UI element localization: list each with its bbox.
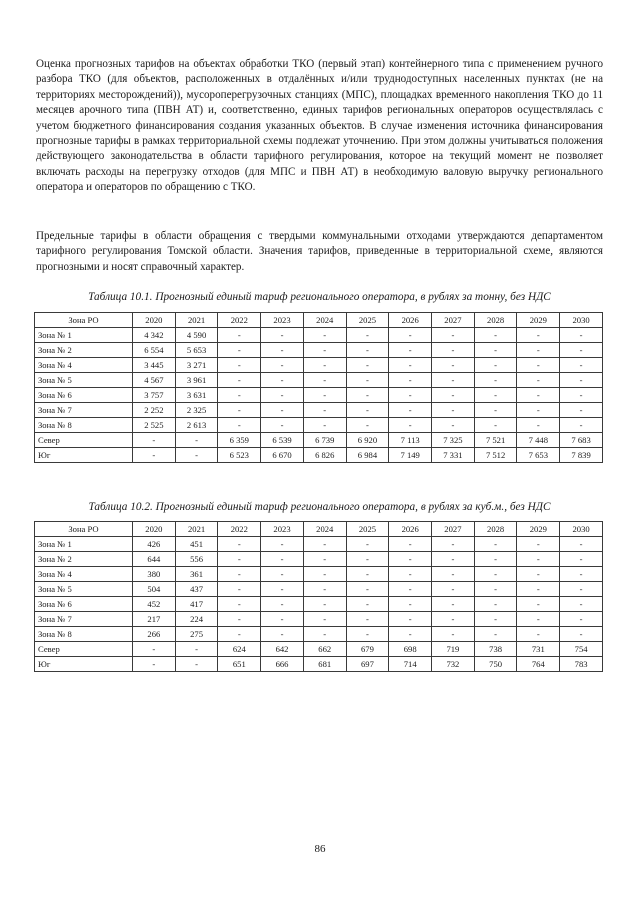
tariff-value-cell: -	[218, 627, 261, 642]
tariff-value-cell: 7 512	[474, 448, 517, 463]
tariff-value-cell: -	[517, 582, 560, 597]
zone-name-cell: Юг	[35, 448, 133, 463]
column-header-year: 2028	[474, 313, 517, 328]
tariff-value-cell: -	[218, 612, 261, 627]
tariff-value-cell: -	[432, 582, 475, 597]
tariff-value-cell: 697	[346, 657, 389, 672]
zone-name-cell: Север	[35, 642, 133, 657]
tariff-value-cell: -	[218, 328, 261, 343]
tariff-value-cell: 380	[133, 567, 176, 582]
tariff-value-cell: -	[261, 582, 304, 597]
tariff-value-cell: 437	[175, 582, 218, 597]
tariff-value-cell: -	[517, 328, 560, 343]
column-header-year: 2026	[389, 522, 432, 537]
tariff-per-cubic-meter-table	[34, 521, 603, 672]
table-row	[35, 388, 603, 403]
tariff-value-cell: -	[261, 612, 304, 627]
tariff-per-ton-table	[34, 312, 603, 463]
tariff-value-cell: 732	[432, 657, 475, 672]
tariff-value-cell: -	[432, 612, 475, 627]
zone-name-cell: Зона № 8	[35, 627, 133, 642]
column-header-year: 2024	[303, 522, 346, 537]
tariff-value-cell: 452	[133, 597, 176, 612]
tariff-value-cell: -	[218, 552, 261, 567]
tariff-value-cell: -	[303, 537, 346, 552]
column-header-year: 2020	[133, 522, 176, 537]
tariff-value-cell: 426	[133, 537, 176, 552]
table-row	[35, 582, 603, 597]
tariff-value-cell: -	[261, 403, 304, 418]
tariff-value-cell: -	[560, 328, 603, 343]
tariff-value-cell: -	[474, 612, 517, 627]
tariff-value-cell: -	[303, 403, 346, 418]
tariff-value-cell: -	[432, 358, 475, 373]
tariff-value-cell: -	[261, 567, 304, 582]
column-header-year: 2029	[517, 522, 560, 537]
tariff-value-cell: -	[474, 358, 517, 373]
zone-name-cell: Зона № 8	[35, 418, 133, 433]
zone-name-cell: Зона № 7	[35, 612, 133, 627]
tariff-value-cell: 6 554	[133, 343, 176, 358]
tariff-value-cell: 624	[218, 642, 261, 657]
tariff-value-cell: -	[517, 597, 560, 612]
tariff-value-cell: -	[432, 627, 475, 642]
zone-name-cell: Юг	[35, 657, 133, 672]
tariff-value-cell: -	[560, 567, 603, 582]
tariff-value-cell: -	[560, 552, 603, 567]
tariff-value-cell: -	[218, 567, 261, 582]
tariff-value-cell: -	[389, 537, 432, 552]
table-caption: Таблица 10.1. Прогнозный единый тариф регионального оператора, в рублях за тонну, без НДС	[88, 291, 551, 303]
tariff-value-cell: 738	[474, 642, 517, 657]
tariff-value-cell: -	[517, 373, 560, 388]
tariff-value-cell: -	[175, 642, 218, 657]
tariff-value-cell: -	[560, 418, 603, 433]
tariff-value-cell: -	[389, 552, 432, 567]
tariff-value-cell: 4 342	[133, 328, 176, 343]
tariff-value-cell: 7 521	[474, 433, 517, 448]
tariff-value-cell: -	[474, 373, 517, 388]
tariff-value-cell: 644	[133, 552, 176, 567]
tariff-value-cell: -	[133, 448, 176, 463]
tariff-value-cell: -	[303, 552, 346, 567]
tariff-value-cell: 275	[175, 627, 218, 642]
tariff-value-cell: -	[303, 388, 346, 403]
tariff-value-cell: -	[346, 537, 389, 552]
column-header-year: 2025	[346, 313, 389, 328]
table-row	[35, 328, 603, 343]
table-row	[35, 642, 603, 657]
tariff-value-cell: -	[517, 552, 560, 567]
tariff-value-cell: -	[432, 388, 475, 403]
tariff-value-cell: 7 149	[389, 448, 432, 463]
tariff-value-cell: -	[346, 597, 389, 612]
tariff-value-cell: -	[261, 358, 304, 373]
paragraph-tariff-limits: Предельные тарифы в области обращения с твердыми коммунальными отходами утверждаются департаментом тарифного регулирования Томской области. Значения тарифов, приведенные в территориальной схеме, являются прогнозными и носят справочный характер.	[36, 230, 603, 273]
tariff-value-cell: 7 331	[432, 448, 475, 463]
column-header-year: 2028	[474, 522, 517, 537]
tariff-value-cell: 7 839	[560, 448, 603, 463]
tariff-value-cell: 2 252	[133, 403, 176, 418]
column-header-year: 2024	[303, 313, 346, 328]
zone-name-cell: Зона № 2	[35, 552, 133, 567]
tariff-value-cell: 681	[303, 657, 346, 672]
tariff-value-cell: 3 961	[175, 373, 218, 388]
tariff-value-cell: 6 539	[261, 433, 304, 448]
table-row	[35, 627, 603, 642]
tariff-value-cell: -	[517, 612, 560, 627]
tariff-value-cell: -	[346, 418, 389, 433]
tariff-value-cell: -	[474, 552, 517, 567]
table-row	[35, 343, 603, 358]
zone-name-cell: Зона № 4	[35, 358, 133, 373]
tariff-value-cell: -	[389, 388, 432, 403]
zone-name-cell: Зона № 6	[35, 388, 133, 403]
tariff-value-cell: -	[218, 403, 261, 418]
tariff-value-cell: -	[560, 612, 603, 627]
tariff-value-cell: -	[432, 567, 475, 582]
table-row	[35, 567, 603, 582]
tariff-value-cell: 7 683	[560, 433, 603, 448]
tariff-value-cell: -	[175, 433, 218, 448]
tariff-value-cell: 3 445	[133, 358, 176, 373]
table-row	[35, 373, 603, 388]
tariff-value-cell: 6 826	[303, 448, 346, 463]
column-header-year: 2020	[133, 313, 176, 328]
zone-name-cell: Зона № 5	[35, 373, 133, 388]
table-row	[35, 418, 603, 433]
tariff-value-cell: 3 271	[175, 358, 218, 373]
column-header-year: 2025	[346, 522, 389, 537]
tariff-value-cell: -	[346, 358, 389, 373]
tariff-value-cell: -	[389, 612, 432, 627]
tariff-value-cell: 679	[346, 642, 389, 657]
tariff-value-cell: 2 613	[175, 418, 218, 433]
tariff-value-cell: -	[517, 358, 560, 373]
tariff-value-cell: -	[560, 403, 603, 418]
tariff-value-cell: -	[560, 373, 603, 388]
tariff-value-cell: 6 523	[218, 448, 261, 463]
tariff-value-cell: -	[560, 388, 603, 403]
tariff-value-cell: -	[261, 597, 304, 612]
tariff-value-cell: -	[432, 537, 475, 552]
tariff-value-cell: 642	[261, 642, 304, 657]
tariff-value-cell: -	[303, 567, 346, 582]
tariff-value-cell: -	[261, 343, 304, 358]
tariff-value-cell: -	[432, 403, 475, 418]
tariff-value-cell: 662	[303, 642, 346, 657]
tariff-value-cell: -	[432, 373, 475, 388]
tariff-value-cell: -	[218, 373, 261, 388]
tariff-value-cell: -	[261, 418, 304, 433]
tariff-value-cell: 764	[517, 657, 560, 672]
tariff-value-cell: 4 590	[175, 328, 218, 343]
table-row	[35, 448, 603, 463]
tariff-value-cell: 417	[175, 597, 218, 612]
tariff-value-cell: 666	[261, 657, 304, 672]
table-caption: Таблица 10.2. Прогнозный единый тариф регионального оператора, в рублях за куб.м., без НДС	[88, 501, 551, 513]
tariff-value-cell: 361	[175, 567, 218, 582]
tariff-value-cell: -	[218, 597, 261, 612]
table-row	[35, 537, 603, 552]
tariff-value-cell: -	[389, 343, 432, 358]
tariff-value-cell: 7 448	[517, 433, 560, 448]
zone-name-cell: Зона № 4	[35, 567, 133, 582]
tariff-value-cell: -	[346, 567, 389, 582]
column-header-year: 2023	[261, 313, 304, 328]
column-header-year: 2030	[560, 522, 603, 537]
zone-name-cell: Зона № 2	[35, 343, 133, 358]
tariff-value-cell: -	[517, 418, 560, 433]
column-header-year: 2022	[218, 522, 261, 537]
tariff-value-cell: 3 631	[175, 388, 218, 403]
tariff-value-cell: 5 653	[175, 343, 218, 358]
tariff-value-cell: -	[261, 627, 304, 642]
tariff-value-cell: -	[432, 343, 475, 358]
tariff-value-cell: 6 920	[346, 433, 389, 448]
zone-name-cell: Зона № 6	[35, 597, 133, 612]
tariff-value-cell: -	[303, 612, 346, 627]
tariff-value-cell: -	[175, 448, 218, 463]
tariff-value-cell: 2 325	[175, 403, 218, 418]
column-header-year: 2021	[175, 522, 218, 537]
column-header-year: 2021	[175, 313, 218, 328]
tariff-value-cell: 224	[175, 612, 218, 627]
tariff-value-cell: -	[432, 328, 475, 343]
tariff-value-cell: 7 113	[389, 433, 432, 448]
tariff-value-cell: -	[346, 627, 389, 642]
column-header-zone: Зона РО	[35, 522, 133, 537]
tariff-value-cell: -	[261, 552, 304, 567]
tariff-value-cell: 6 670	[261, 448, 304, 463]
tariff-value-cell: -	[474, 418, 517, 433]
tariff-value-cell: -	[303, 373, 346, 388]
tariff-value-cell: -	[133, 433, 176, 448]
tariff-value-cell: -	[474, 388, 517, 403]
tariff-value-cell: -	[389, 627, 432, 642]
tariff-value-cell: -	[218, 358, 261, 373]
tariff-value-cell: -	[346, 582, 389, 597]
tariff-value-cell: -	[218, 582, 261, 597]
tariff-value-cell: -	[389, 373, 432, 388]
table-header-row	[35, 313, 603, 328]
tariff-value-cell: 698	[389, 642, 432, 657]
tariff-value-cell: 2 525	[133, 418, 176, 433]
tariff-value-cell: -	[133, 642, 176, 657]
tariff-value-cell: -	[560, 537, 603, 552]
tariff-value-cell: 714	[389, 657, 432, 672]
zone-name-cell: Зона № 5	[35, 582, 133, 597]
zone-name-cell: Зона № 1	[35, 328, 133, 343]
paragraph-tariff-assessment: Оценка прогнозных тарифов на объектах обработки ТКО (первый этап) контейнерного типа с применением ручного разбора ТКО (для объектов, расположенных в отдалённых и/или труднодоступных населенных пунктах (не на территориях месторождений)), мусороперегрузочных станциях (МПС), площадках временного накопления ТКО до 11 месяцев арочного типа (ПВН АТ) и, соответственно, единых тарифов региональных операторов осуществлялась с учетом бюджетного финансирования создания указанных объектов. В случае изменения источника финансирования прогнозные тарифы в рамках территориальной схемы подлежат уточнению. При этом должны учитываться положения действующего законодательства в области тарифного регулирования, которое на текущий момент не позволяет включать расходы на перегрузку отходов (для МПС и ПВН АТ) в необходимую валовую выручку регионального оператора и операторов по обращению с ТКО.	[36, 58, 603, 194]
tariff-value-cell: -	[517, 567, 560, 582]
tariff-value-cell: -	[261, 373, 304, 388]
column-header-year: 2029	[517, 313, 560, 328]
tariff-value-cell: -	[560, 582, 603, 597]
tariff-value-cell: -	[517, 537, 560, 552]
tariff-value-cell: 651	[218, 657, 261, 672]
tariff-value-cell: -	[560, 358, 603, 373]
column-header-year: 2030	[560, 313, 603, 328]
tariff-value-cell: -	[303, 358, 346, 373]
tariff-value-cell: -	[261, 388, 304, 403]
tariff-value-cell: 6 984	[346, 448, 389, 463]
tariff-value-cell: 556	[175, 552, 218, 567]
tariff-value-cell: -	[560, 343, 603, 358]
tariff-value-cell: -	[389, 582, 432, 597]
tariff-value-cell: -	[474, 627, 517, 642]
tariff-value-cell: -	[389, 418, 432, 433]
tariff-value-cell: 6 359	[218, 433, 261, 448]
tariff-value-cell: -	[432, 418, 475, 433]
tariff-value-cell: 7 653	[517, 448, 560, 463]
tariff-value-cell: -	[303, 582, 346, 597]
table-header-row	[35, 522, 603, 537]
tariff-value-cell: -	[346, 403, 389, 418]
tariff-value-cell: -	[517, 388, 560, 403]
table-row	[35, 612, 603, 627]
tariff-value-cell: 4 567	[133, 373, 176, 388]
zone-name-cell: Север	[35, 433, 133, 448]
tariff-value-cell: -	[346, 328, 389, 343]
tariff-value-cell: -	[175, 657, 218, 672]
tariff-value-cell: 6 739	[303, 433, 346, 448]
table-row	[35, 433, 603, 448]
tariff-value-cell: -	[303, 597, 346, 612]
tariff-value-cell: 754	[560, 642, 603, 657]
tariff-value-cell: -	[346, 388, 389, 403]
tariff-value-cell: -	[218, 343, 261, 358]
tariff-value-cell: 719	[432, 642, 475, 657]
column-header-year: 2026	[389, 313, 432, 328]
tariff-value-cell: 451	[175, 537, 218, 552]
tariff-value-cell: 217	[133, 612, 176, 627]
tariff-value-cell: -	[346, 552, 389, 567]
tariff-value-cell: -	[389, 567, 432, 582]
tariff-value-cell: -	[389, 328, 432, 343]
page-number: 86	[314, 843, 326, 855]
tariff-value-cell: -	[389, 358, 432, 373]
tariff-value-cell: -	[474, 403, 517, 418]
zone-name-cell: Зона № 7	[35, 403, 133, 418]
tariff-value-cell: -	[303, 627, 346, 642]
tariff-value-cell: -	[560, 627, 603, 642]
tariff-value-cell: -	[218, 418, 261, 433]
tariff-value-cell: 266	[133, 627, 176, 642]
tariff-value-cell: -	[474, 343, 517, 358]
tariff-value-cell: -	[346, 343, 389, 358]
tariff-value-cell: -	[474, 597, 517, 612]
tariff-value-cell: -	[432, 552, 475, 567]
tariff-value-cell: 750	[474, 657, 517, 672]
tariff-value-cell: -	[346, 612, 389, 627]
tariff-value-cell: -	[432, 597, 475, 612]
tariff-value-cell: -	[133, 657, 176, 672]
column-header-zone: Зона РО	[35, 313, 133, 328]
tariff-value-cell: 3 757	[133, 388, 176, 403]
table-row	[35, 358, 603, 373]
tariff-value-cell: -	[474, 582, 517, 597]
tariff-value-cell: -	[303, 343, 346, 358]
tariff-value-cell: -	[303, 418, 346, 433]
column-header-year: 2027	[432, 313, 475, 328]
tariff-value-cell: -	[346, 373, 389, 388]
tariff-value-cell: -	[474, 537, 517, 552]
column-header-year: 2023	[261, 522, 304, 537]
tariff-value-cell: -	[389, 403, 432, 418]
tariff-value-cell: 7 325	[432, 433, 475, 448]
zone-name-cell: Зона № 1	[35, 537, 133, 552]
tariff-value-cell: 783	[560, 657, 603, 672]
tariff-value-cell: -	[517, 627, 560, 642]
tariff-value-cell: -	[261, 537, 304, 552]
table-row	[35, 403, 603, 418]
tariff-value-cell: -	[303, 328, 346, 343]
table-row	[35, 552, 603, 567]
tariff-value-cell: -	[517, 343, 560, 358]
tariff-value-cell: 731	[517, 642, 560, 657]
tariff-value-cell: -	[474, 328, 517, 343]
tariff-value-cell: 504	[133, 582, 176, 597]
tariff-value-cell: -	[560, 597, 603, 612]
tariff-value-cell: -	[517, 403, 560, 418]
tariff-value-cell: -	[218, 388, 261, 403]
table-row	[35, 597, 603, 612]
column-header-year: 2027	[432, 522, 475, 537]
column-header-year: 2022	[218, 313, 261, 328]
tariff-value-cell: -	[218, 537, 261, 552]
tariff-value-cell: -	[389, 597, 432, 612]
tariff-value-cell: -	[474, 567, 517, 582]
table-row	[35, 657, 603, 672]
tariff-value-cell: -	[261, 328, 304, 343]
